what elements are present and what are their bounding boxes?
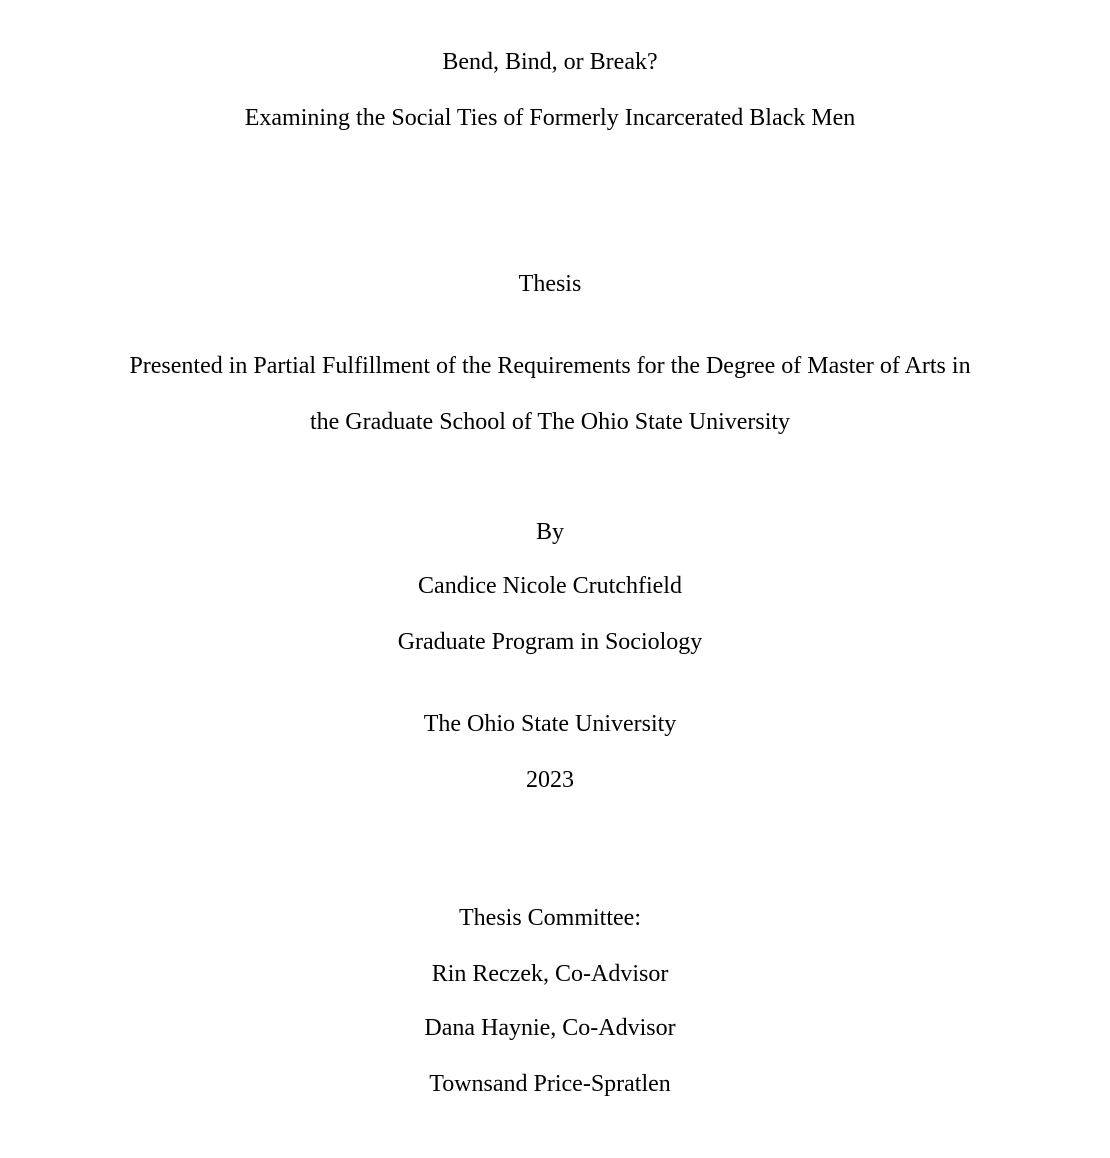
committee-member: Townsand Price-Spratlen — [429, 1071, 671, 1097]
thesis-subtitle: Examining the Social Ties of Formerly Incarcerated Black Men — [244, 105, 856, 131]
university-name: The Ohio State University — [423, 711, 677, 737]
fulfillment-statement-line-1: Presented in Partial Fulfillment of the Requirements for the Degree of Master of Arts in — [129, 353, 971, 379]
document-type: Thesis — [518, 271, 582, 297]
graduate-program: Graduate Program in Sociology — [397, 629, 703, 655]
committee-heading: Thesis Committee: — [459, 905, 641, 931]
author-name: Candice Nicole Crutchfield — [418, 573, 682, 599]
fulfillment-statement-line-2: the Graduate School of The Ohio State University — [309, 409, 791, 435]
committee-member: Dana Haynie, Co-Advisor — [424, 1015, 676, 1041]
thesis-title: Bend, Bind, or Break? — [442, 49, 658, 75]
publication-year: 2023 — [526, 767, 574, 793]
by-label: By — [535, 519, 564, 545]
committee-member: Rin Reczek, Co-Advisor — [431, 961, 669, 987]
